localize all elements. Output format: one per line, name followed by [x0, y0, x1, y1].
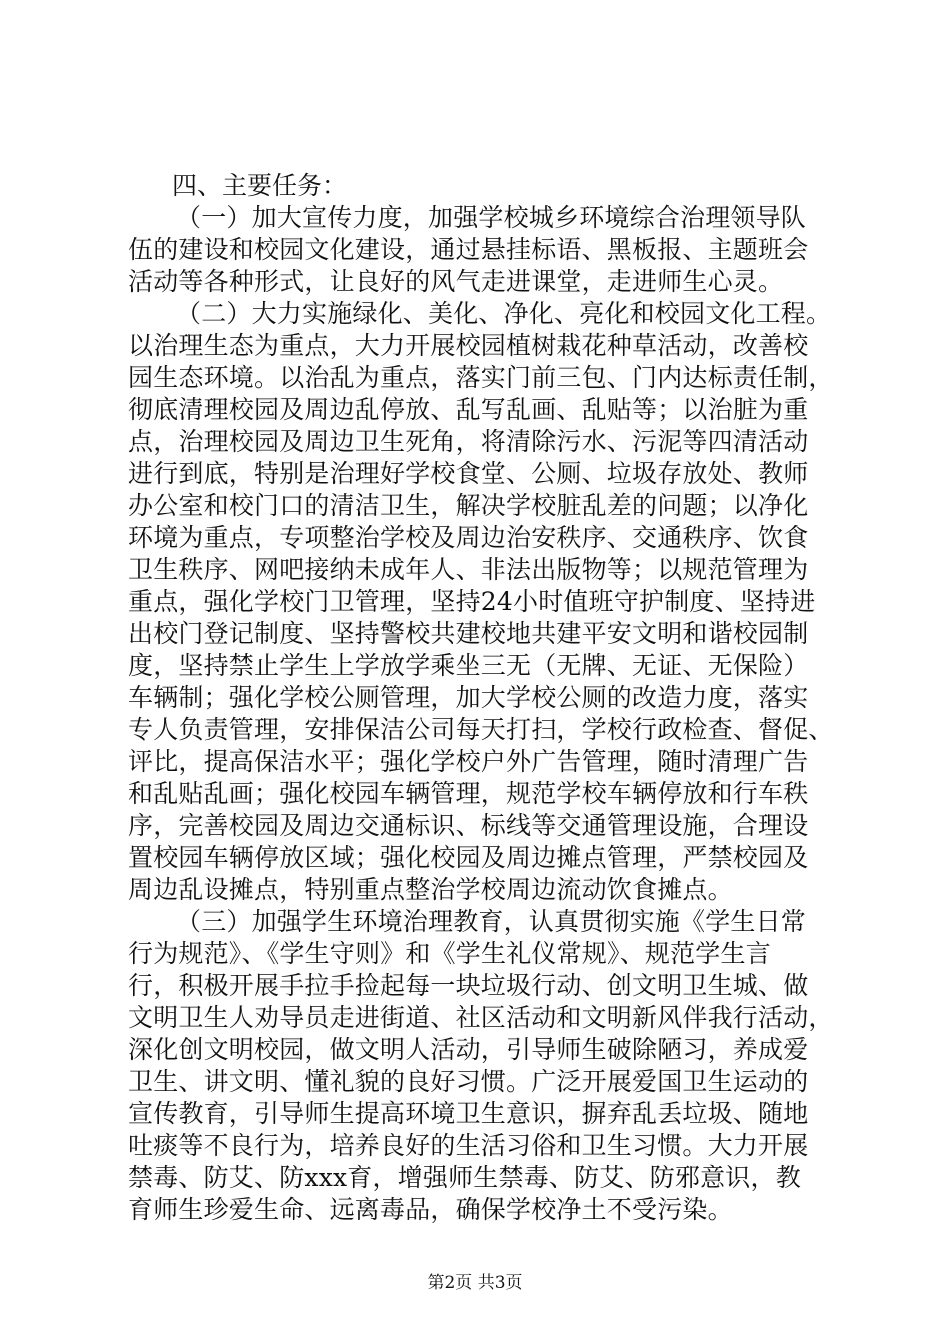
text-line: 以治理生态为重点，大力开展校园植树栽花种草活动，改善校 [128, 331, 809, 360]
text-line: 育师生珍爱生命、远离毒品，确保学校净土不受污染。 [128, 1195, 733, 1224]
paragraph-task-2 [128, 298, 858, 906]
text-line: 点，治理校园及周边卫生死角，将清除污水、污泥等四清活动 [128, 427, 809, 456]
text-line: 重点，强化学校门卫管理，坚持24小时值班守护制度、坚持进 [128, 587, 816, 616]
text-line: 文明卫生人劝导员走进街道、社区活动和文明新风伴我行活动， [128, 1003, 834, 1032]
text-line: （一）加大宣传力度，加强学校城乡环境综合治理领导队 [176, 203, 807, 232]
text-line: （三）加强学生环境治理教育，认真贯彻实施《学生日常 [176, 907, 807, 936]
text-line: 进行到底，特别是治理好学校食堂、公厕、垃圾存放处、教师 [128, 459, 809, 488]
text-line: 和乱贴乱画；强化校园车辆管理，规范学校车辆停放和行车秩 [128, 779, 809, 808]
text-line: 行为规范》、《学生守则》和《学生礼仪常规》、规范学生言 [128, 939, 771, 968]
text-line: 专人负责管理，安排保洁公司每天打扫，学校行政检查、督促、 [128, 715, 834, 744]
text-line: 周边乱设摊点，特别重点整治学校周边流动饮食摊点。 [128, 875, 733, 904]
text-line: 卫生秩序、网吧接纳未成年人、非法出版物等；以规范管理为 [128, 555, 809, 584]
text-line: 宣传教育，引导师生提高环境卫生意识，摒弃乱丢垃圾、随地 [128, 1099, 809, 1128]
text-line: 活动等各种形式，让良好的风气走进课堂，走进师生心灵。 [128, 267, 784, 296]
text-line: 序，完善校园及周边交通标识、标线等交通管理设施，合理设 [128, 811, 809, 840]
text-line: 园生态环境。以治乱为重点，落实门前三包、门内达标责任制， [128, 363, 834, 392]
text-line: 卫生、讲文明、懂礼貌的良好习惯。广泛开展爱国卫生运动的 [128, 1067, 809, 1096]
text-line: 深化创文明校园，做文明人活动，引导师生破除陋习，养成爱 [128, 1035, 809, 1064]
text-line: 办公室和校门口的清洁卫生，解决学校脏乱差的问题；以净化 [128, 491, 809, 520]
text-line: 伍的建设和校园文化建设，通过悬挂标语、黑板报、主题班会 [128, 235, 809, 264]
text-line: 禁毒、防艾、防xxx育，增强师生禁毒、防艾、防邪意识，教 [128, 1163, 801, 1192]
section-heading: 四、主要任务： [172, 171, 348, 200]
text-line: 环境为重点，专项整治学校及周边治安秩序、交通秩序、饮食 [128, 523, 809, 552]
text-line: 车辆制；强化学校公厕管理，加大学校公厕的改造力度，落实 [128, 683, 809, 712]
text-line: 度，坚持禁止学生上学放学乘坐三无（无牌、无证、无保险） [128, 651, 809, 680]
paragraph-task-1 [128, 202, 858, 298]
text-line: 吐痰等不良行为，培养良好的生活习俗和卫生习惯。大力开展 [128, 1131, 809, 1160]
text-line: 评比，提高保洁水平；强化学校户外广告管理，随时清理广告 [128, 747, 809, 776]
text-line: 置校园车辆停放区域；强化校园及周边摊点管理，严禁校园及 [128, 843, 809, 872]
document-body [128, 170, 858, 1226]
text-line: 彻底清理校园及周边乱停放、乱写乱画、乱贴等；以治脏为重 [128, 395, 809, 424]
paragraph-task-3 [128, 906, 858, 1226]
page-number-footer: 第2页 共3页 [427, 1273, 523, 1293]
text-line: （二）大力实施绿化、美化、净化、亮化和校园文化工程。 [176, 299, 832, 328]
text-line: 出校门登记制度、坚持警校共建校地共建平安文明和谐校园制 [128, 619, 809, 648]
text-line: 行，积极开展手拉手捡起每一块垃圾行动、创文明卫生城、做 [128, 971, 809, 1000]
